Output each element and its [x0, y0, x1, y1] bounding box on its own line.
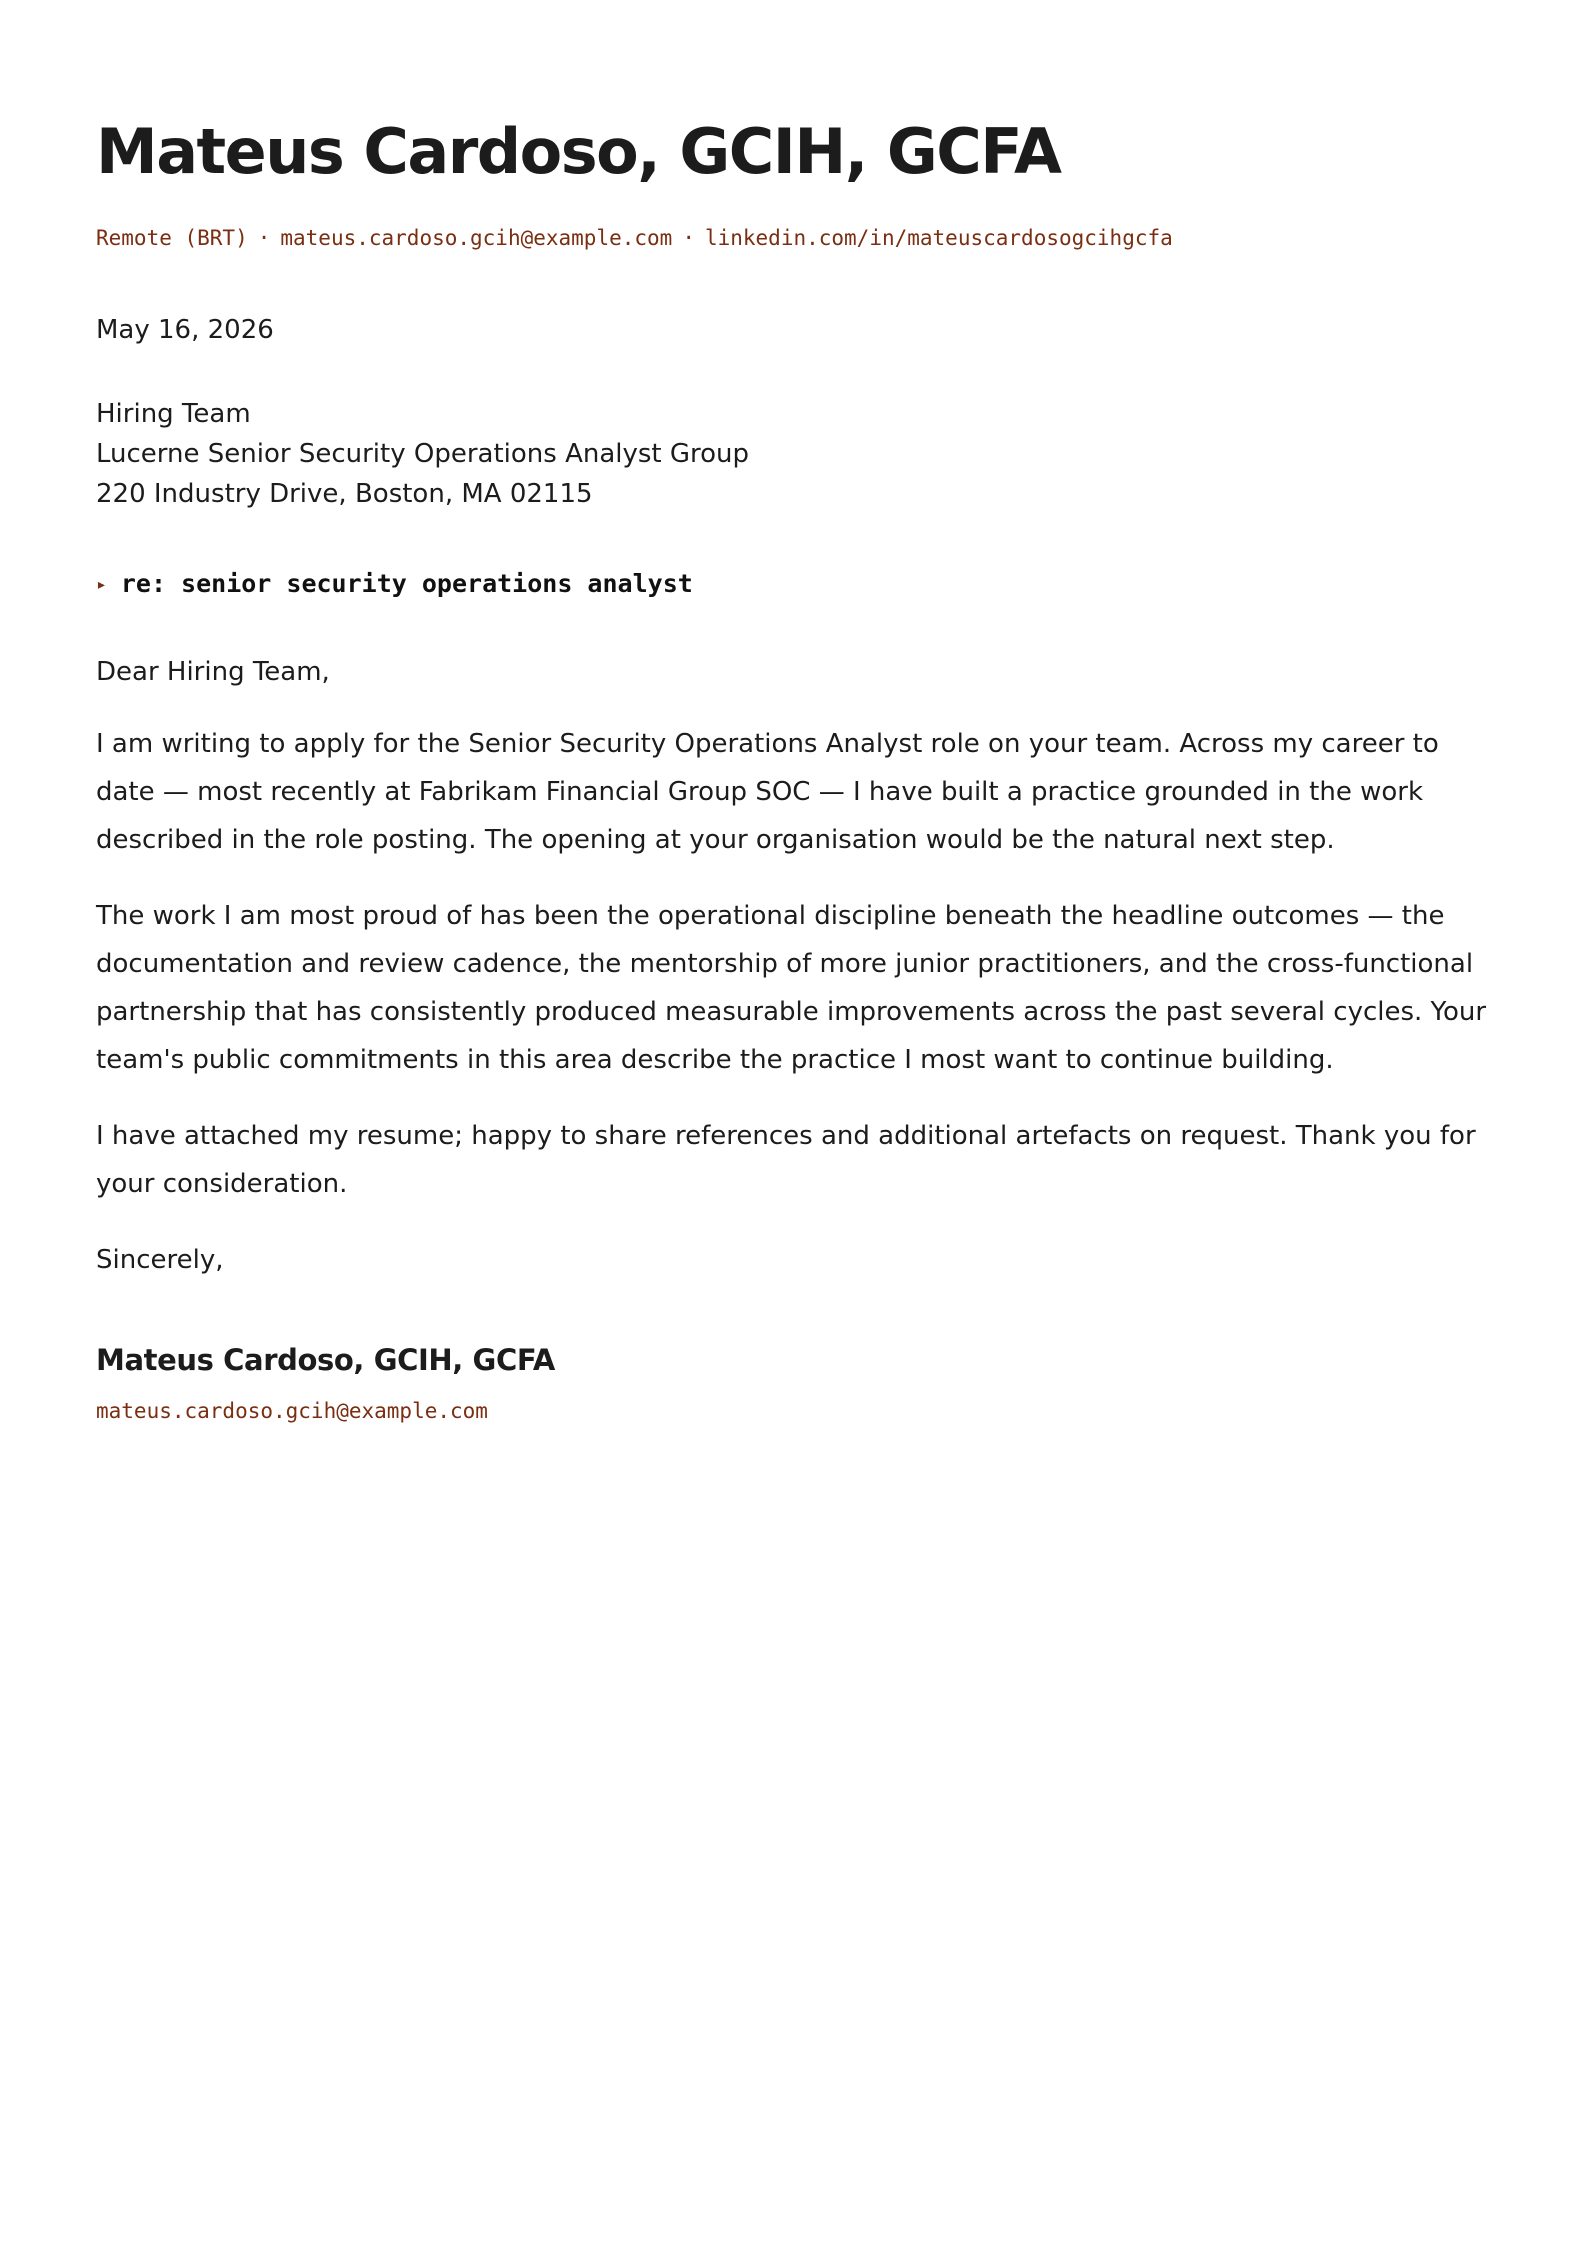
contact-separator: · [682, 226, 695, 250]
contact-location: Remote (BRT) [96, 226, 248, 250]
recipient-line: 220 Industry Drive, Boston, MA 02115 [96, 479, 593, 509]
body-paragraph: The work I am most proud of has been the operational discipline beneath the headline outcomes — the documentation and review cadence, the mentorship of more junior practitioners, and the cross-functional partnership that has consistently produced measurable improvements across the past several cycles. Your team's public commitments in this area describe the practice I most want to continue building. [96, 901, 1487, 1075]
body-paragraph: I am writing to apply for the Senior Security Operations Analyst role on your team. Across my career to date — most recently at Fabrikam Financial Group SOC — I have built a practice grounded in the work described in the role posting. The opening at your organisation would be the natural next step. [96, 729, 1439, 855]
recipient-line: Hiring Team [96, 399, 251, 429]
signature-email-link[interactable]: mateus.cardoso.gcih@example.com [96, 1399, 488, 1423]
closing: Sincerely, [96, 1245, 224, 1275]
contact-separator: · [257, 226, 271, 250]
greeting: Dear Hiring Team, [96, 657, 330, 687]
triangle-bullet-icon: ▸ [96, 574, 107, 595]
signature-name: Mateus Cardoso, GCIH, GCFA [96, 1343, 555, 1377]
contact-line [96, 223, 1173, 253]
body-paragraph: I have attached my resume; happy to share references and additional artefacts on request. Thank you for your consideration. [96, 1121, 1476, 1199]
subject-text: re: senior security operations analyst [120, 569, 693, 598]
subject-line [96, 567, 693, 604]
contact-linkedin-link[interactable]: linkedin.com/in/mateuscardosogcihgcfa [704, 226, 1173, 250]
letter-body [96, 652, 1500, 1312]
applicant-name-heading: Mateus Cardoso, GCIH, GCFA [96, 115, 1061, 188]
recipient-line: Lucerne Senior Security Operations Analyst Group [96, 439, 750, 469]
recipient-address-block [96, 394, 749, 514]
letter-date: May 16, 2026 [96, 315, 274, 345]
contact-email-link[interactable]: mateus.cardoso.gcih@example.com [280, 226, 673, 250]
